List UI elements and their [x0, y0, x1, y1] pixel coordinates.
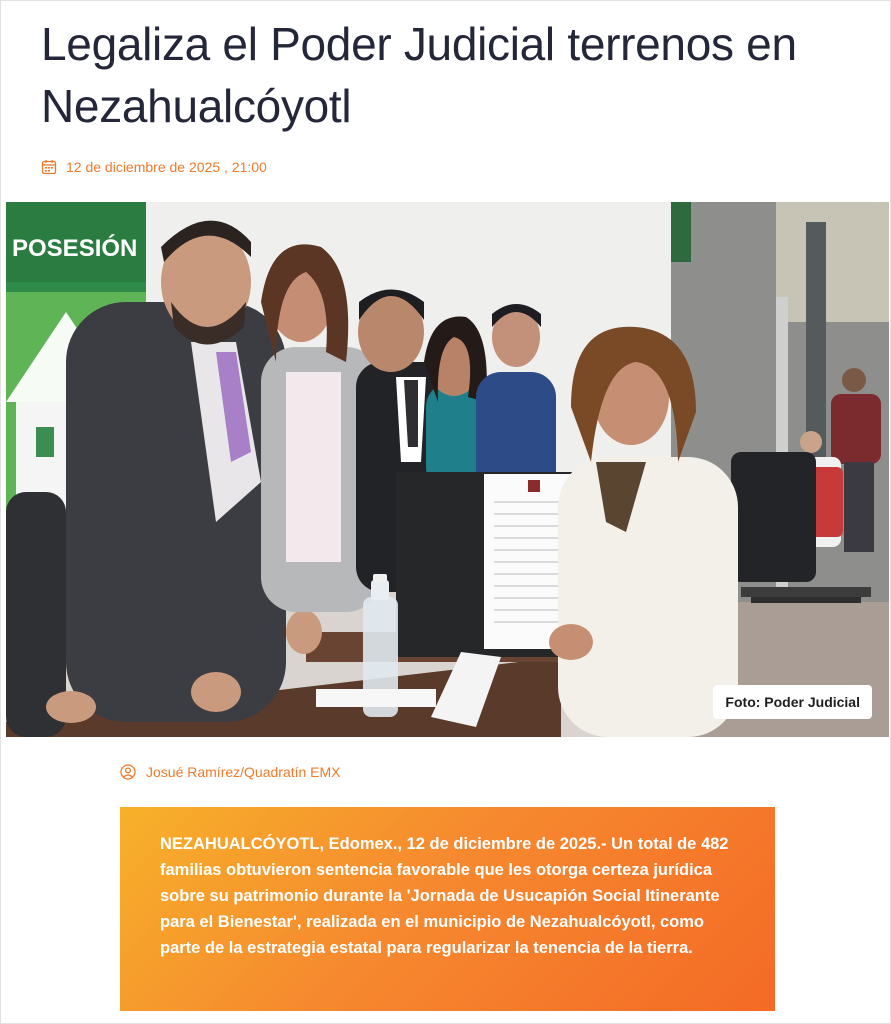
calendar-icon: [41, 159, 57, 175]
date-text: 12 de diciembre de 2025 , 21:00: [66, 159, 267, 175]
photo-scene: [6, 202, 889, 737]
article-title: Legaliza el Poder Judicial terrenos en Nezahualcóyotl: [41, 18, 797, 132]
banner-text: POSESIÓN: [12, 235, 138, 262]
author-name[interactable]: Josué Ramírez/Quadratín EMX: [146, 764, 341, 780]
article-lead: [120, 807, 775, 1011]
article-date: [41, 157, 267, 177]
photo-credit: Foto: Poder Judicial: [713, 685, 872, 719]
lead-text: NEZAHUALCÓYOTL, Edomex., 12 de diciembre de 2025.- Un total de 482 familias obtuvieron sentencia favorable que les otorga certeza jurídica sobre su patrimonio durante la 'Jornada de Usucapión Social Itinerante para el Bienestar', realizada en el municipio de Nezahualcóyotl, como parte de la estrategia estatal para regularizar la tenencia de la tierra.: [160, 835, 729, 957]
article-photo[interactable]: [6, 202, 889, 737]
article-author[interactable]: [120, 762, 341, 782]
user-circle-icon: [120, 764, 136, 780]
